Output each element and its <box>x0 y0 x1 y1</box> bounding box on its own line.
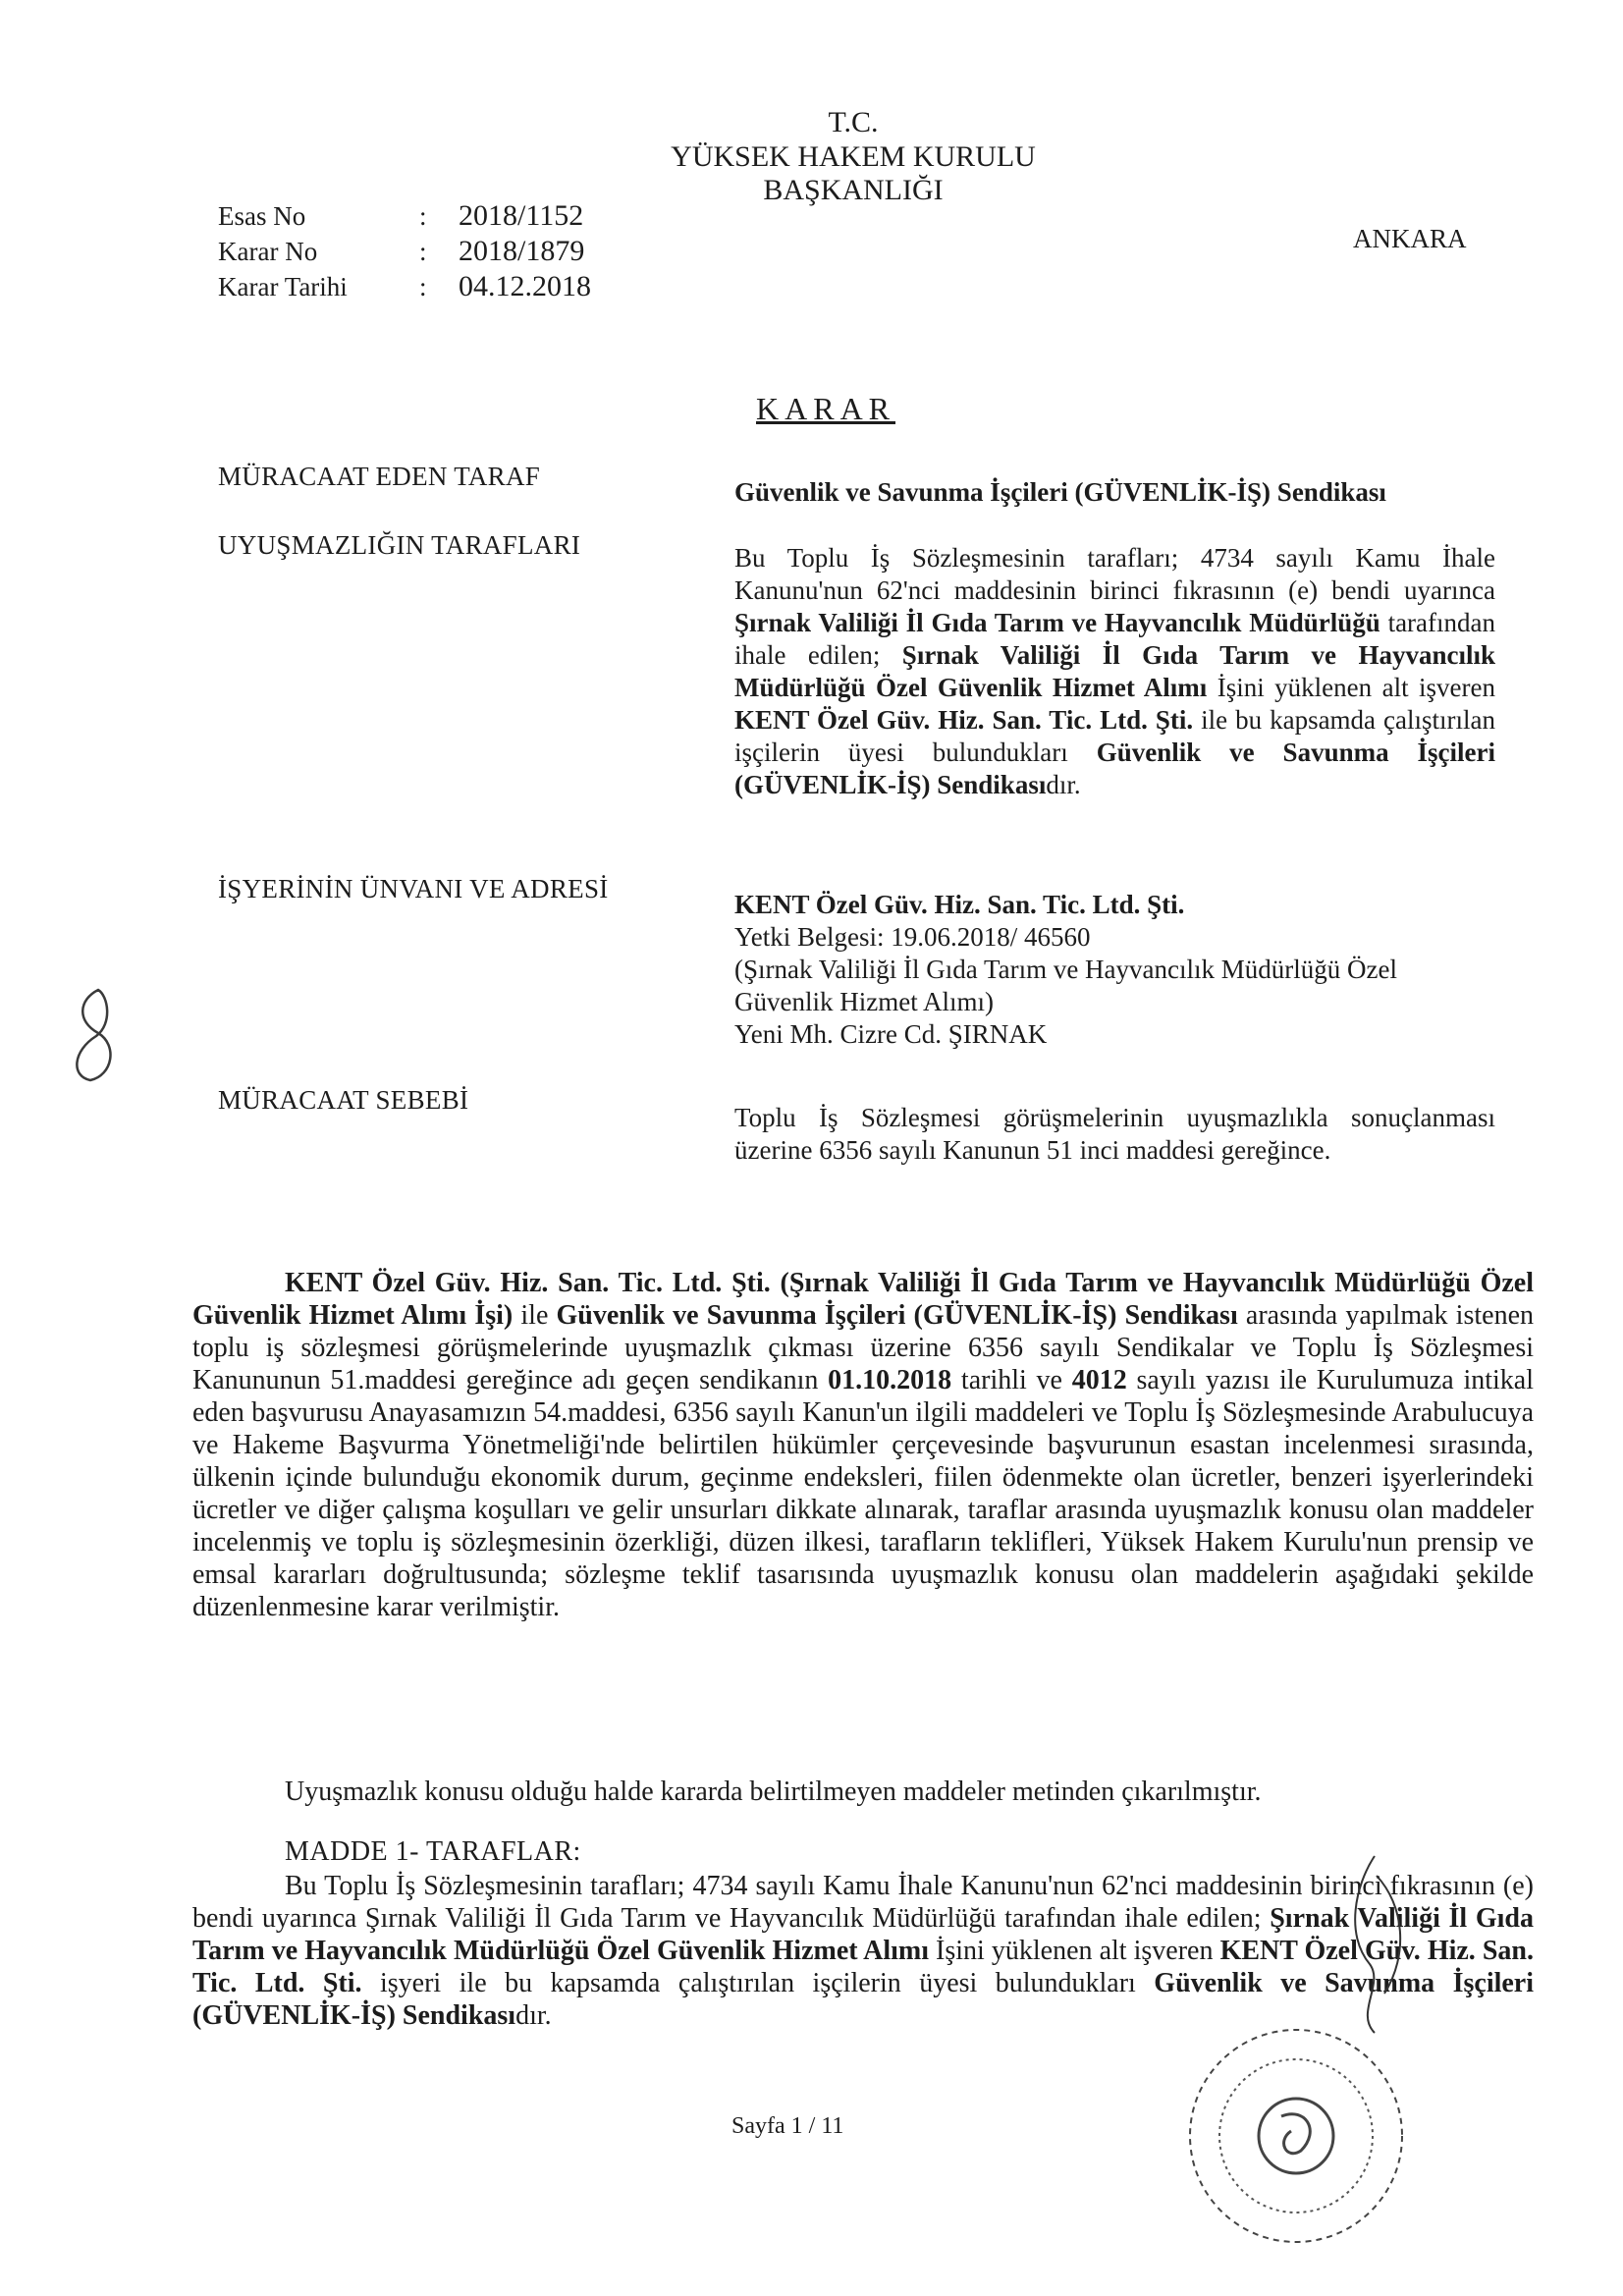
body-paragraph-2: Uyuşmazlık konusu olduğu halde kararda belirtilmeyen maddeler metinden çıkarılmıştır. <box>285 1777 1262 1807</box>
body-paragraph-1 <box>192 1267 1534 1623</box>
bold-span: Şırnak Valiliği İl Gıda Tarım ve Hayvancılık Müdürlüğü Özel Güvenlik Hizmet Alımı <box>734 640 1495 702</box>
esas-value: 2018/1152 <box>459 199 584 232</box>
bold-span: KENT Özel Güv. Hiz. San. Tic. Ltd. Şti. <box>285 1268 771 1298</box>
text-span: İşini yüklenen alt işveren <box>928 1936 1220 1966</box>
text-span: arasında yapılmak istenen toplu iş sözleşmesi görüşmelerinde uyuşmazlık çıkması üzerine 6356 sayılı Sendikalar ve Toplu İş Sözleşmesi Kanununun 51.maddesi gereğince adı geçen sendikanın <box>192 1300 1534 1395</box>
text-span: dır. <box>515 2000 552 2031</box>
karar-label: Karar No <box>218 237 318 266</box>
isyeri-address: Yeni Mh. Cizre Cd. ŞIRNAK <box>734 1019 1048 1049</box>
bold-span: 01.10.2018 <box>828 1365 952 1395</box>
karar-row <box>218 234 591 269</box>
madde-1-heading: MADDE 1- TARAFLAR: <box>285 1836 581 1867</box>
taraflar-label: UYUŞMAZLIĞIN TARAFLARI <box>218 530 581 560</box>
colon: : <box>419 237 427 266</box>
bold-span: Güvenlik ve Savunma İşçileri (GÜVENLİK-İŞ) Sendikası <box>192 1968 1535 2031</box>
bold-span: KENT Özel Güv. Hiz. San. Tic. Ltd. Şti. <box>734 705 1194 735</box>
bold-span: KENT Özel Güv. Hiz. San. Tic. Ltd. Şti. <box>192 1936 1535 1998</box>
case-meta <box>218 198 591 304</box>
text-span: tarihli ve <box>951 1365 1072 1395</box>
text-span: İşini yüklenen alt işveren <box>1207 673 1495 702</box>
muracaat-value: Güvenlik ve Savunma İşçileri (GÜVENLİK-İŞ) Sendikası <box>734 477 1386 507</box>
colon: : <box>419 272 427 301</box>
text-span: ile <box>513 1300 557 1331</box>
isyeri-name: KENT Özel Güv. Hiz. San. Tic. Ltd. Şti. <box>734 890 1185 919</box>
taraflar-text <box>734 542 1495 801</box>
text-span: Bu Toplu İş Sözleşmesinin tarafları; 4734 sayılı Kamu İhale Kanunu'nun 62'nci maddesinin birinci fıkrasının (e) bendi uyarınca <box>734 543 1495 605</box>
text-span: Bu Toplu İş Sözleşmesinin tarafları; 4734 sayılı Kamu İhale Kanunu'nun 62'nci maddesinin birinci fıkrasının (e) bendi uyarınca Şırnak Valiliği İl Gıda Tarım ve Hayvancılık Müdürlüğü tarafından ihale edilen; <box>192 1871 1534 1934</box>
isyeri-desc: (Şırnak Valiliği İl Gıda Tarım ve Hayvancılık Müdürlüğü Özel Güvenlik Hizmet Alımı) <box>734 955 1397 1016</box>
esas-label: Esas No <box>218 201 306 231</box>
document-title: KARAR <box>756 391 896 426</box>
bold-span: Şırnak Valiliği İl Gıda Tarım ve Hayvancılık Müdürlüğü <box>734 608 1380 637</box>
muracaat-label: MÜRACAAT EDEN TARAF <box>218 462 541 491</box>
colon: : <box>419 201 427 231</box>
karar-value: 2018/1879 <box>459 235 585 267</box>
isyeri-block <box>734 889 1495 1051</box>
header-baskanlik: BAŞKANLIĞI <box>763 174 944 206</box>
tarih-value: 04.12.2018 <box>459 270 591 302</box>
bold-span: Güvenlik ve Savunma İşçileri (GÜVENLİK-İŞ) Sendikası <box>556 1300 1238 1331</box>
text-span: işyeri ile bu kapsamda çalıştırılan işçilerin üyesi bulundukları <box>361 1968 1155 1998</box>
text-span: sayılı yazısı ile Kurulumuza intikal eden başvurusu Anayasamızın 54.maddesi, 6356 sayılı Kanun'un ilgili maddeleri ve Toplu İş Sözleşmesinde Arabulucuya ve Hakeme Başvurma Yönetmeliği'nde belirtilen hükümler çerçevesinde başvurunun esastan incelenmesi sırasında, ülkenin içinde bulunduğu ekonomik durum, geçinme endeksleri, fiilen ödenmekte olan ücretler, benzeri işyerlerindeki ücretler ve diğer çalışma koşulları ve gelir unsurları dikkate alınarak, taraflar arasında uyuşmazlık konusu olan maddeler incelenmiş ve toplu iş sözleşmesinin özerkliği, düzen ilkesi, tarafların teklifleri, Yüksek Hakem Kurulu'nun prensip ve emsal kararları doğrultusunda; sözleşme teklif tasarısında uyuşmazlık konusu olan maddelerin aşağıdaki şekilde düzenlenmesine karar verilmiştir. <box>192 1365 1535 1622</box>
bold-span: Güvenlik ve Savunma İşçileri (GÜVENLİK-İŞ) Sendikası <box>734 738 1495 799</box>
bold-span: (Şırnak Valiliği İl Gıda Tarım ve Hayvancılık Müdürlüğü Özel Güvenlik Hizmet Alımı İşi) <box>192 1268 1534 1331</box>
page-number: Sayfa 1 / 11 <box>731 2113 844 2139</box>
text-span <box>771 1268 781 1298</box>
header-city: ANKARA <box>1353 224 1467 253</box>
isyeri-yetki: Yetki Belgesi: 19.06.2018/ 46560 <box>734 922 1091 952</box>
isyeri-label: İŞYERİNİN ÜNVANI VE ADRESİ <box>218 874 609 903</box>
text-span: tarafından ihale edilen; <box>734 608 1495 670</box>
bold-span: Şırnak Valiliği İl Gıda Tarım ve Hayvancılık Müdürlüğü Özel Güvenlik Hizmet Alımı <box>192 1903 1535 1966</box>
text-span: dır. <box>1046 770 1081 799</box>
esas-row <box>218 198 591 234</box>
header-institution: YÜKSEK HAKEM KURULU <box>671 140 1036 173</box>
sebep-label: MÜRACAAT SEBEBİ <box>218 1085 469 1115</box>
tarih-row <box>218 269 591 304</box>
bold-span: 4012 <box>1071 1365 1127 1395</box>
signature-icon <box>1316 1846 1453 2043</box>
sebep-value: Toplu İş Sözleşmesi görüşmelerinin uyuşmazlıkla sonuçlanması üzerine 6356 sayılı Kanunun 51 inci maddesi gereğince. <box>734 1103 1495 1165</box>
handwritten-mark-icon <box>59 982 128 1090</box>
text-span: ile bu kapsamda çalıştırılan işçilerin üyesi bulundukları <box>734 705 1495 767</box>
tarih-label: Karar Tarihi <box>218 272 348 301</box>
official-seal-icon <box>1183 2023 1409 2249</box>
header-tc: T.C. <box>828 106 879 138</box>
